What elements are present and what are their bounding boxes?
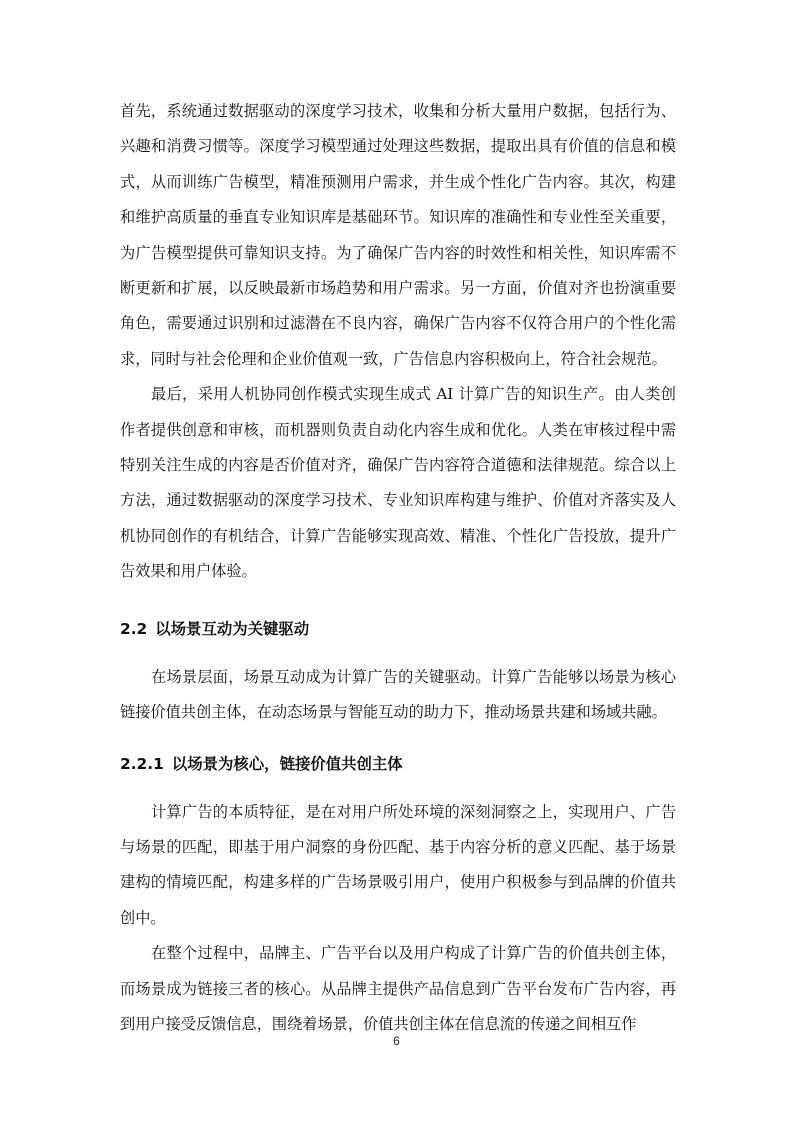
body-paragraph-essence: 计算广告的本质特征，是在对用户所处环境的深刻洞察之上，实现用户、广告与场景的匹配，即基于用户洞察的身份匹配、基于内容分析的意义匹配、基于场景建构的情境匹配，构建多样的广告场景吸引用户，使用户积极参与到品牌的价值共创中。 xyxy=(120,802,676,927)
page-number: 6 xyxy=(393,1034,400,1048)
body-paragraph-values: 首先，系统通过数据驱动的深度学习技术，收集和分析大量用户数据，包括行为、兴趣和消费习惯等。深度学习模型通过处理这些数据，提取出具有价值的信息和模式，从而训练广告模型，精准预测用户需求，并生成个性化广告内容。其次，构建和维护高质量的垂直专业知识库是基础环节。知识库的准确性和专业性至关重要，为广告模型提供可靠知识支持。为了确保广告内容的时效性和相关性，知识库需不断更新和扩展，以反映最新市场趋势和用户需求。另一方面，价值对齐也扮演重要角色，需要通过识别和过滤潜在不良内容，确保广告内容不仅符合用户的个性化需求，同时与社会伦理和企业价值观一致，广告信息内容积极向上，符合社会规范。 xyxy=(120,102,676,368)
body-paragraph-human-ai: 最后，采用人机协同创作模式实现生成式 AI 计算广告的知识生产。由人类创作者提供创意和审核，而机器则负责自动化内容生成和优化。人类在审核过程中需特别关注生成的内容是否价值对齐，确保广告内容符合道德和法律规范。综合以上方法，通过数据驱动的深度学习技术、专业知识库构建与维护、价值对齐落实及人机协同创作的有机结合，计算广告能够实现高效、精准、个性化广告投放，提升广告效果和用户体验。 xyxy=(120,385,676,581)
subsection-title: 以场景为核心，链接价值共创主体 xyxy=(171,754,403,773)
section-number: 2.2 xyxy=(120,619,148,638)
page-body xyxy=(120,94,676,1042)
body-paragraph-cocreation: 在整个过程中，品牌主、广告平台以及用户构成了计算广告的价值共创主体，而场景成为链接三者的核心。从品牌主提供产品信息到广告平台发布广告内容，再到用户接受反馈信息，围绕着场景，价值共创主体在信息流的传递之间相互作 xyxy=(120,944,676,1033)
subsection-number: 2.2.1 xyxy=(120,754,164,773)
subsection-heading-2-2-1 xyxy=(120,753,676,775)
section-heading-2-2 xyxy=(120,618,676,640)
section-title: 以场景互动为关键驱动 xyxy=(155,619,310,638)
body-paragraph-scene-intro: 在场景层面，场景互动成为计算广告的关键驱动。计算广告能够以场景为核心链接价值共创主体，在动态场景与智能互动的助力下，推动场景共建和场域共融。 xyxy=(120,667,676,722)
